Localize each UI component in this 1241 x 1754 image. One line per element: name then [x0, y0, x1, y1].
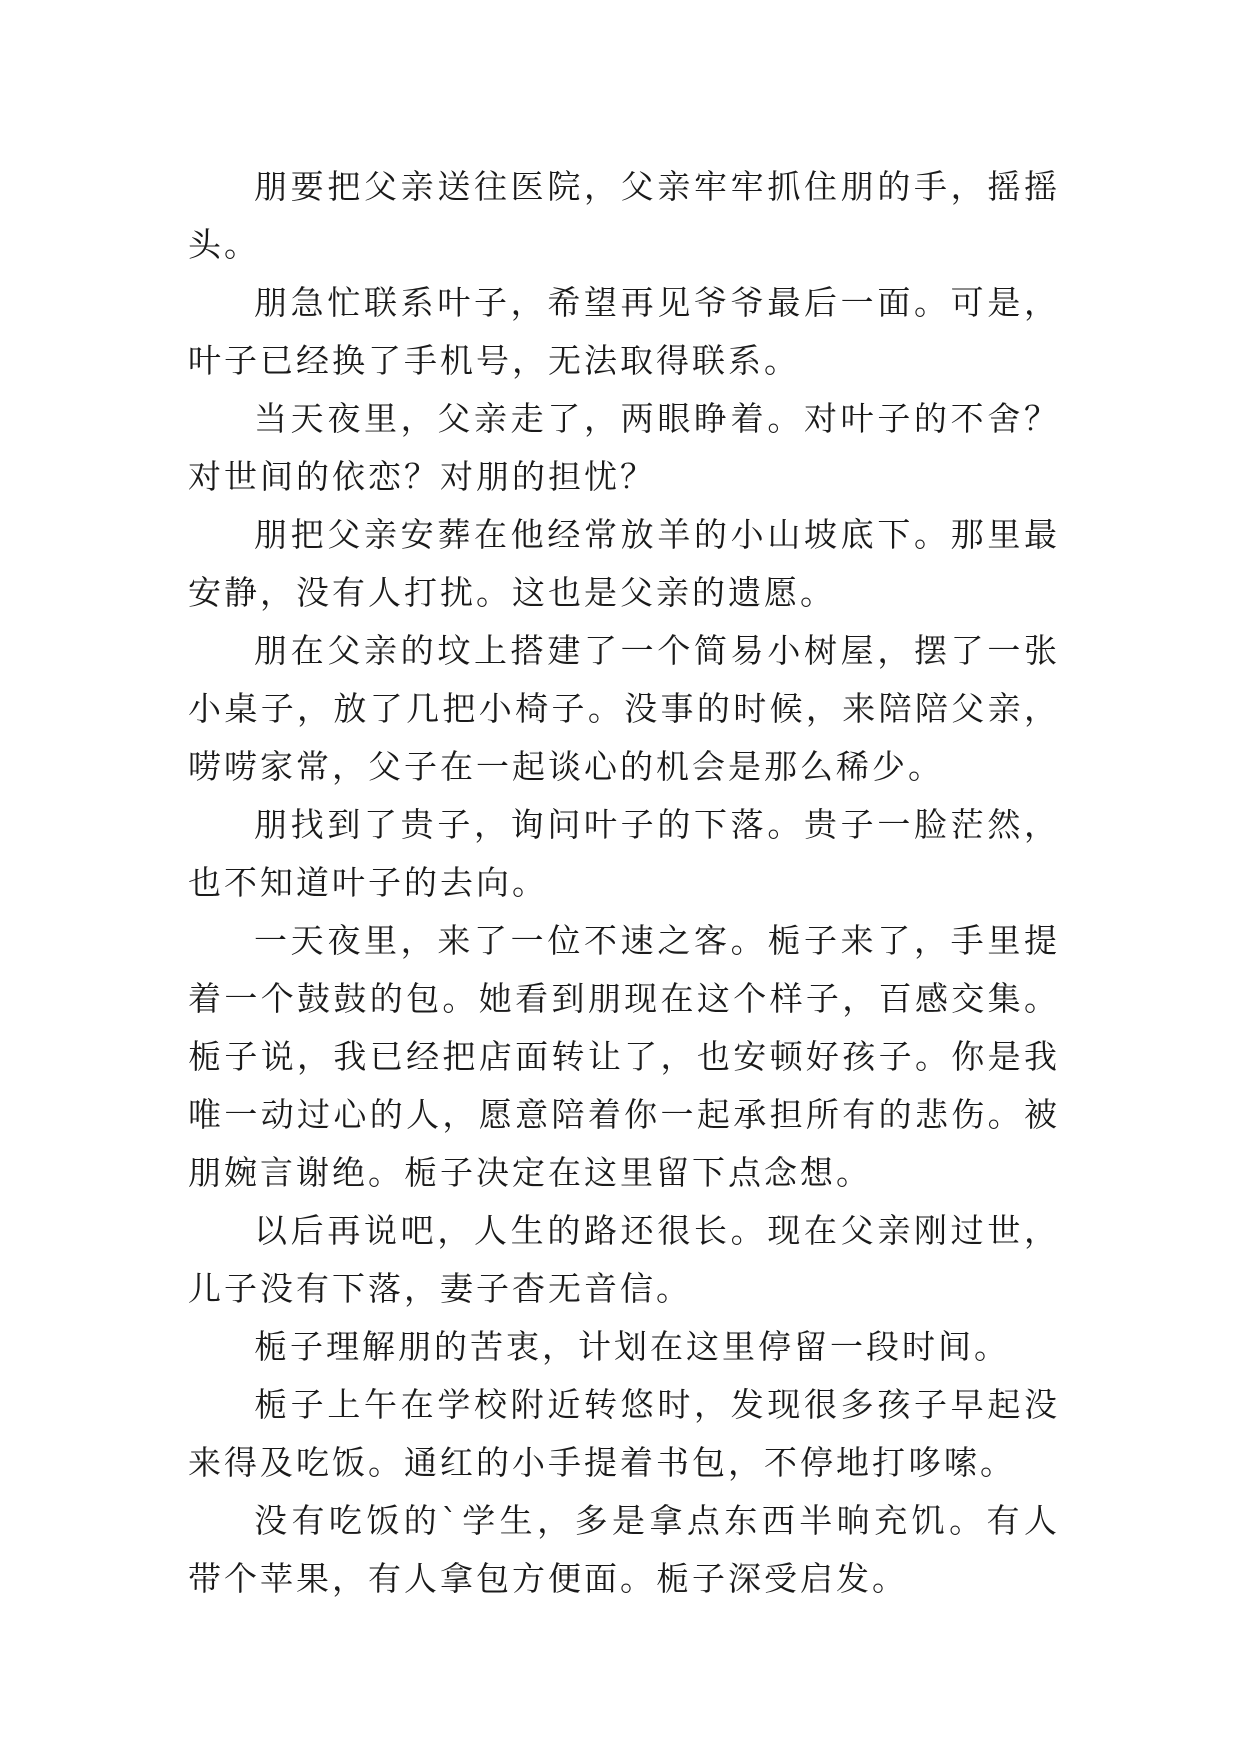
- paragraph: 朋急忙联系叶子，希望再见爷爷最后一面。可是，叶子已经换了手机号，无法取得联系。: [188, 283, 1060, 380]
- paragraph: 栀子理解朋的苦衷，计划在这里停留一段时间。: [254, 1327, 1010, 1366]
- document-body: [188, 158, 1060, 1608]
- paragraph: 当天夜里，父亲走了，两眼睁着。对叶子的不舍？对世间的依恋？对朋的担忧？: [188, 399, 1060, 496]
- paragraph: 朋要把父亲送往医院，父亲牢牢抓住朋的手，摇摇头。: [188, 167, 1060, 264]
- paragraph: 一天夜里，来了一位不速之客。栀子来了，手里提着一个鼓鼓的包。她看到朋现在这个样子，百感交集。栀子说，我已经把店面转让了，也安顿好孩子。你是我唯一动过心的人，愿意陪着你一起承担所有的悲伤。被朋婉言谢绝。栀子决定在这里留下点念想。: [188, 921, 1060, 1192]
- paragraph: 朋在父亲的坟上搭建了一个简易小树屋，摆了一张小桌子，放了几把小椅子。没事的时候，来陪陪父亲，唠唠家常，父子在一起谈心的机会是那么稀少。: [188, 631, 1060, 786]
- paragraph: 朋找到了贵子，询问叶子的下落。贵子一脸茫然，也不知道叶子的去向。: [188, 805, 1060, 902]
- paragraph: 栀子上午在学校附近转悠时，发现很多孩子早起没来得及吃饭。通红的小手提着书包，不停地打哆嗦。: [188, 1385, 1060, 1482]
- paragraph: 没有吃饭的`学生，多是拿点东西半晌充饥。有人带个苹果，有人拿包方便面。栀子深受启发。: [188, 1501, 1060, 1598]
- paragraph: 以后再说吧，人生的路还很长。现在父亲刚过世，儿子没有下落，妻子杳无音信。: [188, 1211, 1060, 1308]
- paragraph: 朋把父亲安葬在他经常放羊的小山坡底下。那里最安静，没有人打扰。这也是父亲的遗愿。: [188, 515, 1060, 612]
